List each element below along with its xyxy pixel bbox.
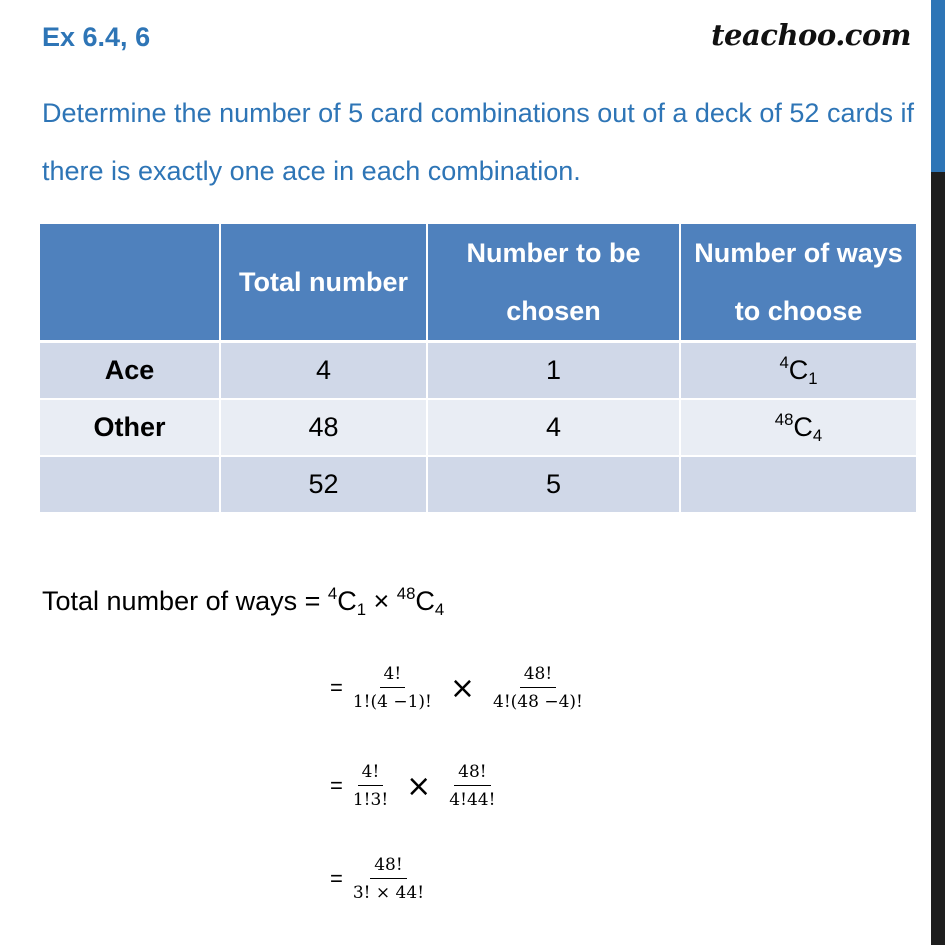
cell-total: 4 [220,342,427,400]
row-label: Ace [40,342,220,400]
exercise-title: Ex 6.4, 6 [42,22,151,52]
denominator: 1!(4 −1)! [352,692,432,712]
fraction [349,855,428,903]
expr-sub2: 4 [434,599,445,619]
denominator: 3! × 44! [352,883,425,903]
times-sign: × [406,768,432,804]
expr-base1: C [337,585,357,616]
denominator: 4!44! [449,790,496,810]
numerator: 4! [380,664,406,688]
combination-table [40,224,918,514]
cell-ways [680,399,917,456]
total-lead: Total number of ways = [42,585,328,616]
equals-sign: = [330,675,343,700]
denominator: 1!3! [352,790,389,810]
table-header-chosen: Number to be chosen [427,224,680,342]
table-row [40,342,917,400]
brand-logo: teachoo.com [711,18,911,52]
cell-chosen: 1 [427,342,680,400]
table-header-total: Total number [220,224,427,342]
cell-chosen: 4 [427,399,680,456]
ways-sub: 4 [812,425,823,445]
fraction [349,664,436,712]
table-header-row [40,224,917,342]
cell-total: 52 [220,456,427,513]
cell-chosen: 5 [427,456,680,513]
ways-sup: 4 [779,352,789,372]
scrollbar[interactable] [931,0,945,945]
expr-sub1: 1 [356,599,367,619]
row-label [40,456,220,513]
fraction [489,664,587,712]
question-text: Determine the number of 5 card combinations out of a deck of 52 cards if there is exactly one ace in each combination. [42,98,914,186]
table-header-ways: Number of ways to choose [680,224,917,342]
scrollbar-thumb[interactable] [931,0,945,172]
ways-sub: 1 [808,368,818,388]
total-ways-line [42,584,444,620]
numerator: 48! [370,855,406,879]
numerator: 48! [454,762,490,786]
equals-sign: = [330,773,343,798]
cell-ways [680,342,917,400]
table-row [40,456,917,513]
row-label: Other [40,399,220,456]
expr-base2: C [415,585,435,616]
cell-ways [680,456,917,513]
table-row [40,399,917,456]
solution-step-3 [330,855,432,903]
expr-sup2: 48 [396,584,416,603]
fraction [445,762,499,810]
equals-sign: = [330,866,343,891]
table-header-empty [40,224,220,342]
expr-sup1: 4 [327,584,338,603]
numerator: 48! [520,664,556,688]
fraction [349,762,392,810]
numerator: 4! [358,762,384,786]
cell-total: 48 [220,399,427,456]
times-sign: × [449,670,476,706]
ways-sup: 48 [774,409,794,429]
expr-op: × [366,585,397,616]
solution-step-2 [330,762,503,810]
denominator: 4!(48 −4)! [493,692,583,712]
ways-base: C [788,354,809,385]
solution-step-1 [330,664,591,712]
ways-base: C [793,411,813,442]
